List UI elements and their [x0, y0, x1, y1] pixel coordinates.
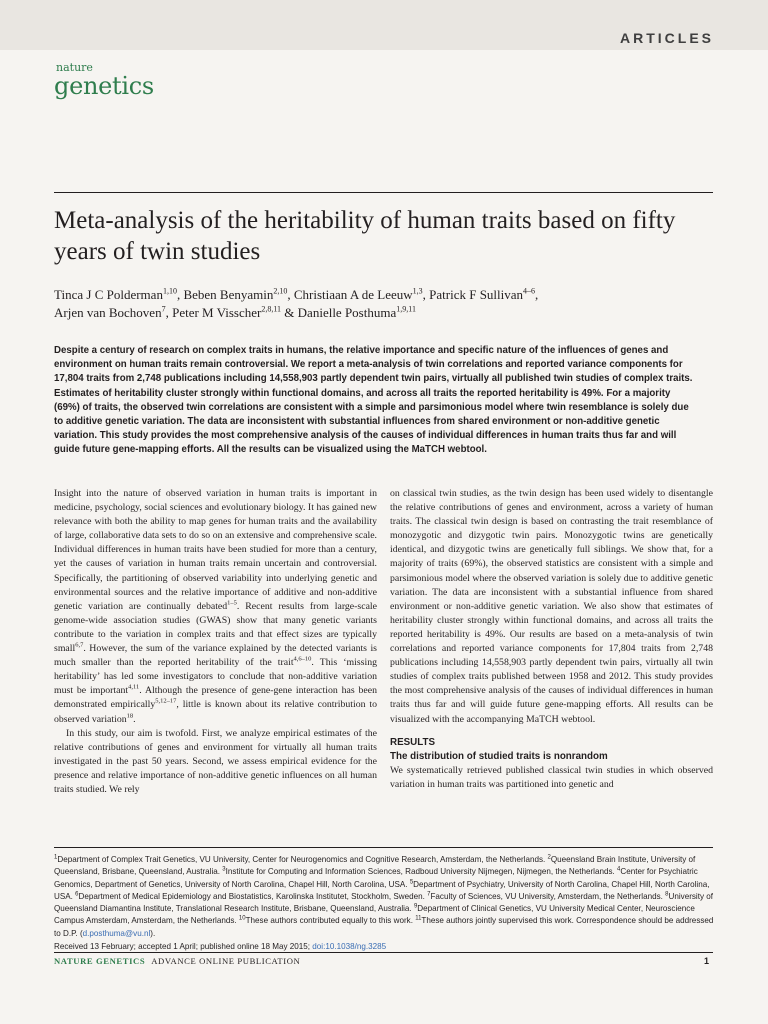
- journal-logo: [54, 62, 154, 98]
- footer-rule: [54, 952, 713, 953]
- affiliation-number: 4: [617, 866, 621, 873]
- author-affiliation-marker: 1,9,11: [396, 304, 416, 314]
- logo-big-text: genetics: [54, 72, 154, 100]
- publication-history: Received 13 February; accepted 1 April; published online 18 May 2015; doi:10.1038/ng.3285: [54, 942, 387, 951]
- affiliation-text: Department of Psychiatry, University of North Carolina, Chapel Hill, North Carolina, USA.: [54, 879, 710, 901]
- author-affiliation-marker: 1,3: [412, 286, 423, 296]
- affiliations: $^1$Department of Complex Trait Genetics, VU University, Center for Neurogenomics and Cognitive Research, Amsterdam, the Netherlands. $^2$Queensland Brain Institute, University of Queensland, Brisbane, Queensland, Australia. $^3$Institute for Computing and Information Sciences, Radboud University Nijmegen, Nijmegen, the Netherlands. $^4$Center for Psychiatric Genomics, Department of Genetics, University of North Carolina, Chapel Hill, North Carolina, USA. $^5$Department of Psychiatry, University of North Carolina, Chapel Hill, North Carolina, USA. $^6$Department of Medical Epidemiology and Biostatistics, Karolinska Institutet, Stockholm, Sweden. $^7$Faculty of Sciences, VU University, Amsterdam, the Netherlands. $^8$University of Queensland Diamantina Institute, Translational Research Institute, Brisbane, Queensland, Australia. $^9$Department of Clinical Genetics, VU University Medical Center, Neuroscience Campus Amsterdam, Amsterdam, the Netherlands. $^{10}$These authors contributed equally to this work. $^{11}$These authors jointly supervised this work. Correspondence should be addressed to D.P. (d.posthuma@vu.nl).: [54, 854, 714, 938]
- body-paragraph: on classical twin studies, as the twin design has been used widely to disentangle the relative contributions of genes and environment, across a variety of human traits. The classical twin design is based on contrasting the trait resemblance of monozygotic and dizygotic twin pairs. Monozygotic twins are genetically identical, and dizygotic twins are genetically full siblings. We show that, for a majority of traits (69%), the observed statistics are consistent with a simple and parsimonious model where the observed variation is solely due to additive genetic variation. The data are inconsistent with a substantial influence from shared environment or non-additive genetic variation. We also show that estimates of heritability cluster strongly within functional domains, and across all traits the reported heritability is 49%. Our results are based on a meta-analysis of twin correlations and reported variance components for 17,804 traits from 2,748 publications including 14,558,903 partly dependent twin pairs, virtually all twin studies of complex traits published between 1958 and 2012. This study provides the most comprehensive analysis of the causes of individual differences in human traits thus far and will guide future gene-mapping efforts. All results can be visualized with the accompanying MaTCH webtool.: [390, 488, 713, 725]
- section-heading: RESULTS: [390, 736, 435, 748]
- affiliation-number: 6: [75, 891, 79, 898]
- title-rule: [54, 192, 713, 193]
- citation: 4,11: [128, 684, 140, 692]
- citation: 5,12–17: [155, 698, 177, 706]
- author-name: Danielle Posthuma: [297, 305, 397, 320]
- affiliation-text: Department of Complex Trait Genetics, VU University, Center for Neurogenomics and Cognitive Research, Amsterdam, the Netherlands.: [57, 855, 548, 864]
- affiliation-number: 9: [413, 903, 418, 910]
- affiliation-text: Center for Psychiatric Genomics, Department of Genetics, University of North Carolina, Chapel Hill, North Carolina, USA.: [54, 867, 698, 889]
- affiliation-number: 2: [547, 854, 551, 861]
- author-affiliation-marker: 1,10: [162, 286, 177, 296]
- page-number: 1: [704, 956, 710, 966]
- section-label: ARTICLES: [620, 30, 714, 46]
- body-column-right: [390, 487, 713, 792]
- author-affiliation-marker: 4–6: [523, 286, 536, 296]
- footer-issue: ADVANCE ONLINE PUBLICATION: [151, 956, 301, 966]
- abstract: Despite a century of research on complex traits in humans, the relative importance and specific nature of the influences of genes and environment on human traits remain controversial. We report a meta-analysis of twin correlations and reported variance components for 17,804 traits from 2,748 publications including 14,558,903 partly dependent twin pairs, virtually all published twin studies of complex traits. Estimates of heritability cluster strongly within functional domains, and across all traits the reported heritability is 49%. For a majority (69%) of traits, the observed twin correlations are consistent with a simple and parsimonious model where twin resemblance is solely due to additive genetic variation. The data are inconsistent with substantial influences from shared environment or non-additive genetic variation. This study provides the most comprehensive analysis of the causes of individual differences in human traits thus far and will guide future gene-mapping efforts. All the results can be visualized using the MaTCH webtool.: [54, 345, 693, 456]
- author-name: Christiaan A de Leeuw: [293, 287, 413, 302]
- body-paragraph: We systematically retrieved published classical twin studies in which observed variation in human traits was partitioned into genetic and: [390, 764, 713, 790]
- affiliation-text: These authors contributed equally to this work.: [245, 916, 416, 926]
- affiliation-number: 3: [222, 866, 226, 873]
- body-column-left: [54, 487, 377, 797]
- affiliation-number: 8: [665, 891, 669, 898]
- author-name: Beben Benyamin: [183, 287, 274, 302]
- affiliation-text: These authors jointly supervised this work. Correspondence should be addressed to D.P. (: [54, 916, 714, 938]
- correspondence-email-link[interactable]: d.posthuma@vu.nl: [82, 928, 151, 938]
- subsection-heading: The distribution of studied traits is nonrandom: [390, 750, 608, 762]
- doi-link[interactable]: doi:10.1038/ng.3285: [312, 942, 387, 951]
- author-affiliation-marker: 2,8,11: [261, 304, 282, 314]
- footer-journal-name: NATURE GENETICS: [54, 956, 146, 966]
- footnote-rule: [54, 847, 713, 848]
- citation: 4,6–10: [293, 655, 312, 663]
- affiliation-text: University of Queensland Diamantina Institute, Translational Research Institute, Brisbane, Queensland, Australia.: [54, 891, 714, 914]
- affiliation-text: Department of Medical Epidemiology and Biostatistics, Karolinska Institutet, Stockholm, Sweden.: [78, 891, 428, 901]
- body-paragraph: In this study, our aim is twofold. First, we analyze empirical estimates of the relative contributions of genes and environment for virtually all human traits investigated in the past 50 years. Second, we assess empirical evidence for the presence and relative importance of non-additive genetic influences on all human traits studied. We rely: [54, 727, 377, 795]
- citation: 6,7: [75, 641, 84, 649]
- affiliation-number: 5: [409, 878, 414, 885]
- affiliation-text: Department of Clinical Genetics, VU University Medical Center, Neuroscience Campus Amsterdam, Amsterdam, the Netherlands.: [54, 904, 695, 926]
- affiliation-number: 7: [427, 891, 431, 898]
- citation: 18: [126, 712, 134, 720]
- author-affiliation-marker: 2,10: [273, 286, 288, 296]
- affiliation-text: Institute for Computing and Information Sciences, Radboud University Nijmegen, Nijmegen, the Netherlands.: [225, 867, 618, 877]
- body-paragraph: Insight into the nature of observed variation in human traits is important in medicine, psychology, social sciences and evolutionary biology. It has gained new relevance with both the ability to map genes for human traits and the availability of large, collaborative data sets to do so on an extensive and comprehensive scale. Individual differences in human traits have been studied for more than a century, yet the causes of variation in human traits remain uncertain and controversial. Specifically, the partitioning of observed variability into underlying genetic and environmental sources and the relative importance of additive and non-additive genetic variation are continually debated$^{1-5}$. Recent results from large-scale genome-wide association studies (GWAS) show that many genetic variants contribute to the variation in complex traits and that effect sizes are typically small$^{6,7}$. However, the sum of the variance explained by the detected variants is much smaller than the reported heritability of the trait$^{4,6-10}$. This ‘missing heritability’ has led some investigators to conclude that non-additive variation must be important$^{4,11}$. Although the presence of gene-gene interaction has been demonstrated empirically$^{5,12-17}$, little is known about its relative contribution to observed variation$^{18}$.: [54, 488, 378, 725]
- author-affiliation-marker: 7: [161, 304, 166, 314]
- author-name: Patrick F Sullivan: [429, 287, 524, 302]
- affiliation-number: 1: [54, 854, 58, 861]
- running-footer: [54, 956, 300, 966]
- affiliation-text: Queensland Brain Institute, University of Queensland, Brisbane, Queensland, Australia.: [54, 855, 696, 877]
- citation: 1–5: [227, 599, 237, 607]
- affiliation-number: 10: [238, 915, 246, 922]
- author-list: Tinca J C Polderman$^{1,10}$, Beben Benyamin$^{2,10}$, Christiaan A de Leeuw$^{1,3}$, Patrick F Sullivan$^{4-6}$, Arjen van Bochoven$^7$, Peter M Visscher$^{2,8,11}$ & Danielle Posthuma$^{1,9,11}$: [54, 286, 539, 320]
- author-name: Peter M Visscher: [172, 305, 262, 320]
- author-name: Arjen van Bochoven: [54, 305, 162, 320]
- logo-small-text: nature: [56, 61, 93, 74]
- affiliation-text: Faculty of Sciences, VU University, Amsterdam, the Netherlands.: [430, 891, 666, 901]
- article-title: Meta-analysis of the heritability of human traits based on fifty years of twin studies: [54, 207, 676, 265]
- affiliation-number: 11: [415, 915, 422, 922]
- author-name: Tinca J C Polderman: [54, 287, 163, 302]
